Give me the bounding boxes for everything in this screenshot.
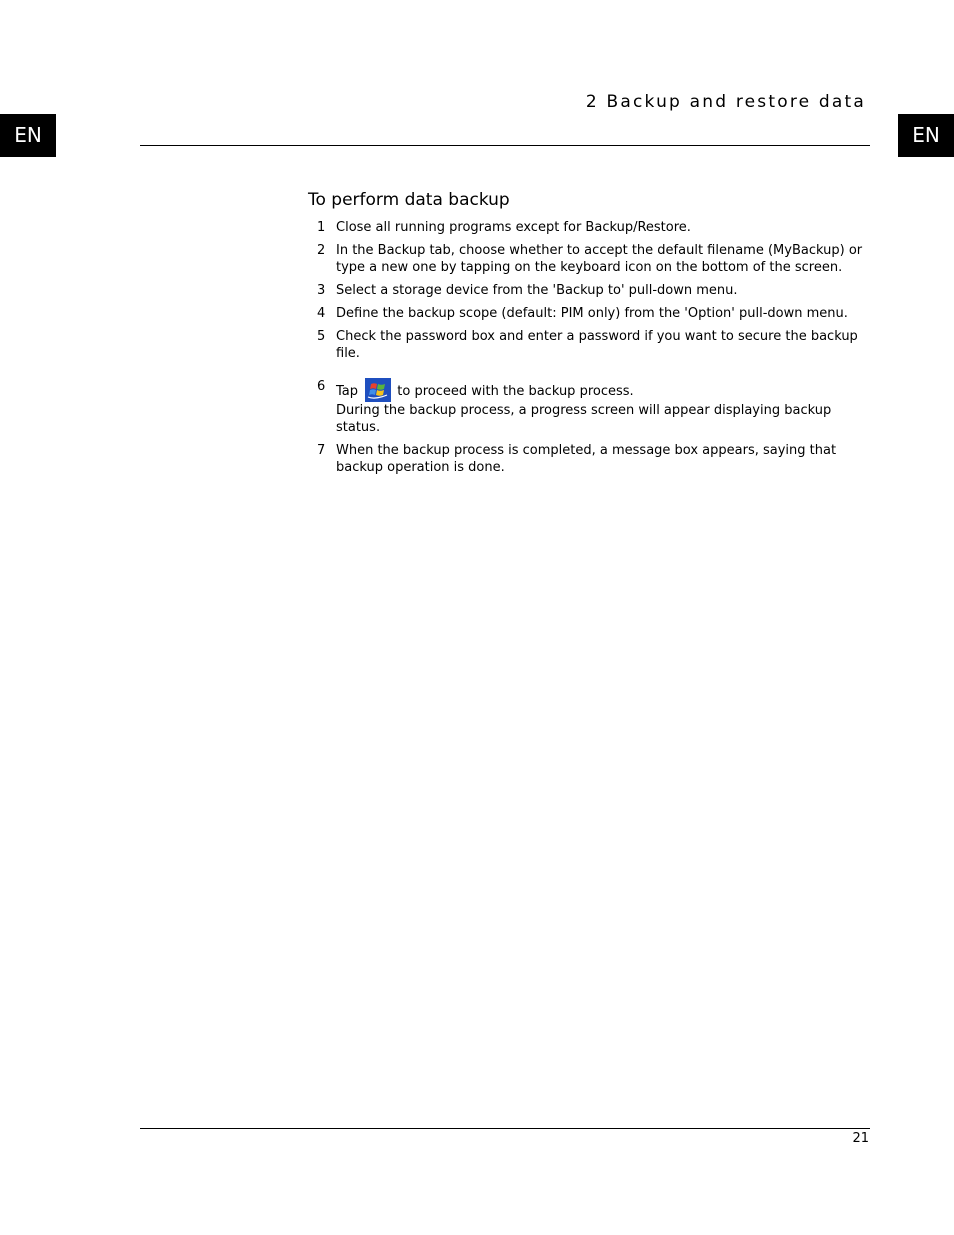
- step-number: 6: [317, 379, 326, 394]
- step-number: 2: [317, 243, 326, 258]
- footer-rule: [140, 1128, 870, 1129]
- step-7: [317, 442, 869, 476]
- language-tab-left: EN: [0, 114, 56, 157]
- step-text: Close all running programs except for Backup/Restore.: [336, 220, 691, 235]
- step-6: [317, 378, 869, 436]
- step-text: In the Backup tab, choose whether to accept the default filename (MyBackup) or type a new one by tapping on the keyboard icon on the bottom of the screen.: [336, 243, 863, 275]
- step-note: During the backup process, a progress screen will appear displaying backup status.: [336, 403, 832, 435]
- step-text-after: to proceed with the backup process.: [397, 384, 634, 399]
- step-number: 5: [317, 329, 326, 344]
- steps-list: [317, 219, 869, 482]
- step-number: 7: [317, 443, 326, 458]
- step-3: [317, 282, 869, 299]
- step-number: 3: [317, 283, 326, 298]
- step-1: [317, 219, 869, 236]
- chapter-title: 2 Backup and restore data: [585, 92, 866, 112]
- windows-start-icon: [365, 378, 391, 402]
- step-number: 4: [317, 306, 326, 321]
- section-heading: To perform data backup: [308, 190, 510, 210]
- step-text: When the backup process is completed, a message box appears, saying that backup operation is done.: [336, 443, 837, 475]
- step-text: Select a storage device from the 'Backup to' pull-down menu.: [336, 283, 738, 298]
- step-5: [317, 328, 869, 362]
- step-text: Define the backup scope (default: PIM only) from the 'Option' pull-down menu.: [336, 306, 848, 321]
- step-text-before: Tap: [336, 384, 359, 399]
- header-rule: [140, 145, 870, 146]
- page-number: 21: [852, 1131, 869, 1146]
- language-tab-right: EN: [898, 114, 954, 157]
- step-text: Check the password box and enter a password if you want to secure the backup file.: [336, 329, 858, 361]
- step-2: [317, 242, 869, 276]
- step-number: 1: [317, 220, 326, 235]
- step-4: [317, 305, 869, 322]
